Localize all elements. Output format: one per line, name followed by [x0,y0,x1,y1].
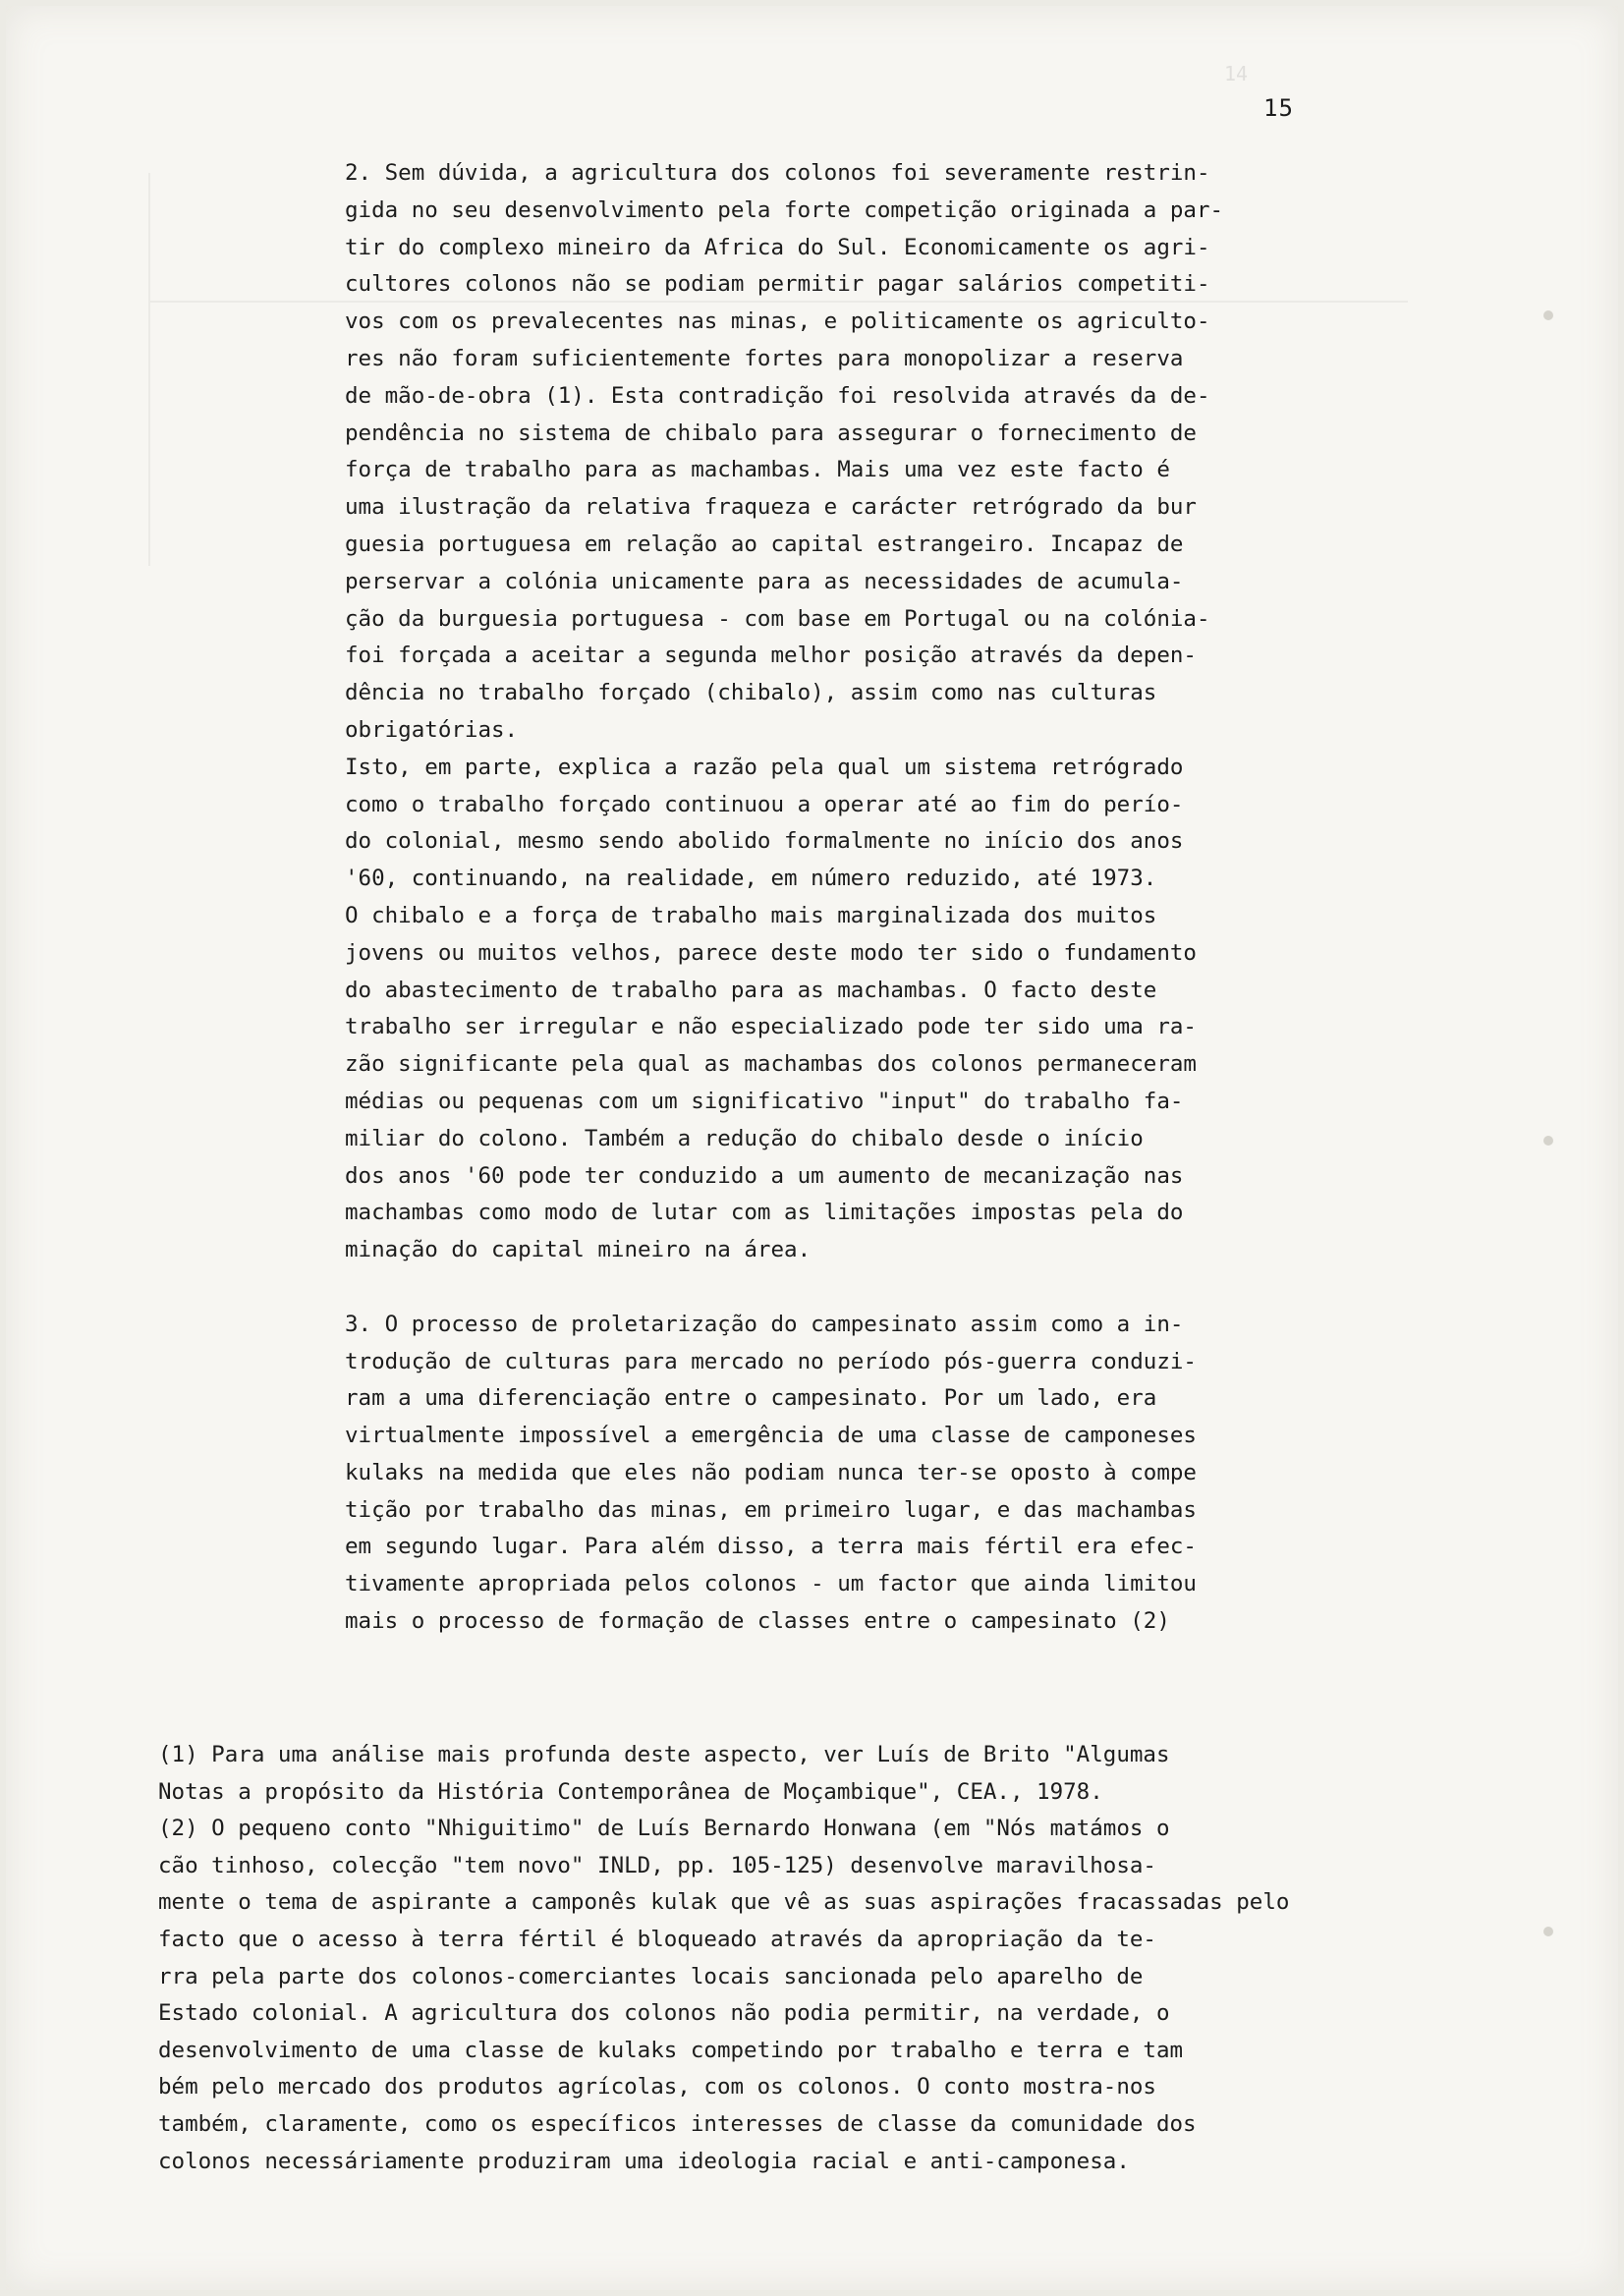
body-line: do abastecimento de trabalho para as machambas. O facto deste [345,977,1157,1003]
body-line: do colonial, mesmo sendo abolido formalmente no início dos anos [345,828,1184,855]
body-line: foi forçada a aceitar a segunda melhor posição através da depen- [345,643,1197,669]
footnote-line: Estado colonial. A agricultura dos colonos não podia permitir, na verdade, o [158,2000,1170,2027]
body-line: gida no seu desenvolvimento pela forte competição originada a par- [345,196,1224,223]
footnote-line: cão tinhoso, colecção "tem novo" INLD, pp. 105-125) desenvolve maravilhosa- [158,1852,1156,1878]
footnote-line: (2) O pequeno conto "Nhiguitimo" de Luís Bernardo Honwana (em "Nós matámos o [158,1816,1170,1842]
body-line: '60, continuando, na realidade, em número reduzido, até 1973. [345,866,1157,892]
body-text [345,155,1445,1641]
body-line: ção da burguesia portuguesa - com base em Portugal ou na colónia- [345,605,1210,632]
body-line: uma ilustração da relativa fraqueza e carácter retrógrado da bur [345,494,1197,521]
body-line: mais o processo de formação de classes entre o campesinato (2) [345,1608,1170,1635]
body-line: ram a uma diferenciação entre o campesinato. Por um lado, era [345,1385,1157,1412]
body-line: zão significante pela qual as machambas dos colonos permaneceram [345,1051,1197,1078]
footnote-line: rra pela parte dos colonos-comerciantes locais sancionada pelo aparelho de [158,1963,1144,1989]
body-line: obrigatórias. [345,716,519,743]
body-line: como o trabalho forçado continuou a operar até ao fim do perío- [345,791,1184,817]
body-line: tivamente apropriada pelos colonos - um factor que ainda limitou [345,1571,1197,1597]
body-line: 2. Sem dúvida, a agricultura dos colonos foi severamente restrin- [345,160,1210,186]
footnote-line: mente o tema de aspirante a camponês kulak que vê as suas aspirações fracassadas pelo [158,1889,1290,1916]
body-line: res não foram suficientemente fortes para monopolizar a reserva [345,345,1184,371]
body-line: trabalho ser irregular e não especializado pode ter sido uma ra- [345,1014,1197,1040]
body-line: miliar do colono. Também a redução do chibalo desde o início [345,1125,1144,1151]
footnote-line: também, claramente, como os específicos interesses de classe da comunidade dos [158,2110,1197,2137]
show-through-text: 14 [1224,62,1249,85]
body-line: guesia portuguesa em relação ao capital estrangeiro. Incapaz de [345,531,1184,557]
footnote-line: Notas a propósito da História Contemporânea de Moçambique", CEA., 1978. [158,1778,1103,1805]
document-page [6,6,1618,2290]
body-line: trodução de culturas para mercado no período pós-guerra conduzi- [345,1348,1197,1374]
body-line: Isto, em parte, explica a razão pela qual um sistema retrógrado [345,754,1184,780]
body-line: tir do complexo mineiro da Africa do Sul. Economicamente os agri- [345,234,1210,260]
punch-hole [1543,1927,1553,1936]
body-line: em segundo lugar. Para além disso, a terra mais fértil era efec- [345,1534,1197,1560]
body-line: dência no trabalho forçado (chibalo), assim como nas culturas [345,680,1157,706]
footnote-line: desenvolvimento de uma classe de kulaks competindo por trabalho e terra e tam [158,2037,1184,2063]
footnote-line: bém pelo mercado dos produtos agrícolas, com os colonos. O conto mostra-nos [158,2074,1156,2100]
body-line: kulaks na medida que eles não podiam nunca ter-se oposto à compe [345,1459,1197,1485]
body-line: minação do capital mineiro na área. [345,1237,812,1263]
footnote-line: facto que o acesso à terra fértil é bloqueado através da apropriação da te- [158,1926,1156,1952]
body-line: médias ou pequenas com um significativo "input" do trabalho fa- [345,1088,1184,1114]
footnote-line: colonos necessáriamente produziram uma ideologia racial e anti-camponesa. [158,2148,1130,2174]
body-line: 3. O processo de proletarização do campesinato assim como a in- [345,1311,1184,1337]
footnote-line: (1) Para uma análise mais profunda deste aspecto, ver Luís de Brito "Algumas [158,1742,1170,1767]
footnotes [158,1737,1465,2180]
body-line: perservar a colónia unicamente para as necessidades de acumula- [345,568,1184,594]
body-line: tição por trabalho das minas, em primeiro lugar, e das machambas [345,1496,1197,1523]
body-line: de mão-de-obra (1). Esta contradição foi resolvida através da de- [345,382,1210,409]
body-line: dos anos '60 pode ter conduzido a um aumento de mecanização nas [345,1162,1184,1189]
body-line: jovens ou muitos velhos, parece deste modo ter sido o fundamento [345,939,1197,966]
body-line: força de trabalho para as machambas. Mais uma vez este facto é [345,457,1170,483]
body-line: O chibalo e a força de trabalho mais marginalizada dos muitos [345,902,1157,928]
paragraph-gap [345,1269,1445,1307]
body-line: pendência no sistema de chibalo para assegurar o fornecimento de [345,420,1197,446]
body-line: cultores colonos não se podiam permitir pagar salários competiti- [345,271,1210,298]
body-line: machambas como modo de lutar com as limitações impostas pela do [345,1200,1184,1226]
body-line: vos com os prevalecentes nas minas, e politicamente os agriculto- [345,308,1210,335]
punch-hole [1543,310,1553,320]
page-number: 15 [1263,94,1294,122]
punch-hole [1543,1136,1553,1146]
body-line: virtualmente impossível a emergência de uma classe de camponeses [345,1423,1197,1449]
